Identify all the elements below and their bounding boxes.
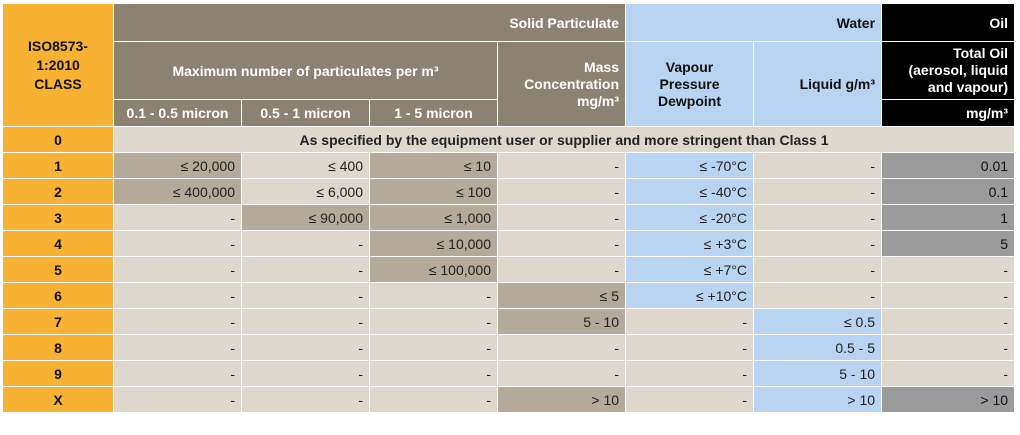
oil-cell: - — [882, 257, 1015, 283]
oil-cell: - — [882, 361, 1015, 387]
vapour-cell: - — [626, 309, 754, 335]
class-cell: 3 — [3, 205, 114, 231]
max-particulates-header: Maximum number of particulates per m³ — [114, 42, 498, 100]
table-row — [3, 309, 1015, 335]
table-row — [3, 127, 1015, 153]
vapour-cell: - — [626, 361, 754, 387]
p1-cell: ≤ 400,000 — [114, 179, 242, 205]
mass-cell: - — [498, 257, 626, 283]
p1-cell: - — [114, 309, 242, 335]
p2-cell: - — [242, 335, 370, 361]
vapour-cell: ≤ +7°C — [626, 257, 754, 283]
oil-cell: - — [882, 335, 1015, 361]
table-row — [3, 231, 1015, 257]
mass-cell: - — [498, 153, 626, 179]
oil-cell: 1 — [882, 205, 1015, 231]
table-row — [3, 361, 1015, 387]
p1-cell: - — [114, 387, 242, 413]
oil-cell: 0.01 — [882, 153, 1015, 179]
table-row — [3, 205, 1015, 231]
oil-cell: - — [882, 309, 1015, 335]
vapour-cell: ≤ -70°C — [626, 153, 754, 179]
class-cell: 5 — [3, 257, 114, 283]
table-row — [3, 179, 1015, 205]
p3-cell: ≤ 10,000 — [370, 231, 498, 257]
mass-cell: - — [498, 205, 626, 231]
p2-cell: - — [242, 283, 370, 309]
liquid-cell: - — [754, 283, 882, 309]
p2-cell: - — [242, 257, 370, 283]
mass-cell: ≤ 5 — [498, 283, 626, 309]
p2-cell: - — [242, 387, 370, 413]
class-cell: 9 — [3, 361, 114, 387]
p3-cell: ≤ 1,000 — [370, 205, 498, 231]
p2-cell: ≤ 400 — [242, 153, 370, 179]
class-cell: 4 — [3, 231, 114, 257]
p3-cell: - — [370, 309, 498, 335]
vapour-cell: - — [626, 387, 754, 413]
p1-cell: - — [114, 257, 242, 283]
size-1-5-header: 1 - 5 micron — [370, 100, 498, 127]
class-cell: 0 — [3, 127, 114, 153]
vapour-cell: ≤ +10°C — [626, 283, 754, 309]
liquid-cell: - — [754, 153, 882, 179]
mass-cell: - — [498, 335, 626, 361]
p1-cell: - — [114, 205, 242, 231]
p3-cell: ≤ 100 — [370, 179, 498, 205]
oil-cell: 0.1 — [882, 179, 1015, 205]
p3-cell: ≤ 10 — [370, 153, 498, 179]
mass-cell: - — [498, 179, 626, 205]
vapour-cell: - — [626, 335, 754, 361]
p2-cell: - — [242, 231, 370, 257]
liquid-cell: - — [754, 231, 882, 257]
mass-cell: - — [498, 231, 626, 257]
class-cell: 1 — [3, 153, 114, 179]
table-row — [3, 387, 1015, 413]
p3-cell: ≤ 100,000 — [370, 257, 498, 283]
vapour-dewpoint-header: Vapour Pressure Dewpoint — [626, 42, 754, 127]
p2-cell: ≤ 6,000 — [242, 179, 370, 205]
p1-cell: - — [114, 283, 242, 309]
class-cell: 6 — [3, 283, 114, 309]
class0-note: As specified by the equipment user or supplier and more stringent than Class 1 — [114, 127, 1015, 153]
table-row — [3, 283, 1015, 309]
mass-cell: - — [498, 361, 626, 387]
table-row — [3, 153, 1015, 179]
class-cell: 2 — [3, 179, 114, 205]
water-header: Water — [626, 4, 882, 42]
class-cell: 8 — [3, 335, 114, 361]
oil-cell: - — [882, 283, 1015, 309]
class-cell: 7 — [3, 309, 114, 335]
p3-cell: - — [370, 361, 498, 387]
liquid-cell: - — [754, 257, 882, 283]
p1-cell: - — [114, 361, 242, 387]
solid-particulate-header: Solid Particulate — [114, 4, 626, 42]
oil-header: Oil — [882, 4, 1015, 42]
p3-cell: - — [370, 387, 498, 413]
p2-cell: - — [242, 309, 370, 335]
oil-unit-header: mg/m³ — [882, 100, 1015, 127]
mass-cell: > 10 — [498, 387, 626, 413]
liquid-cell: 5 - 10 — [754, 361, 882, 387]
mass-concentration-header: Mass Concentration mg/m³ — [498, 42, 626, 127]
p1-cell: - — [114, 335, 242, 361]
oil-cell: > 10 — [882, 387, 1015, 413]
class-column-header: ISO8573- 1:2010 CLASS — [3, 4, 114, 127]
iso8573-class-table — [2, 3, 1015, 413]
vapour-cell: ≤ -20°C — [626, 205, 754, 231]
class-cell: X — [3, 387, 114, 413]
liquid-cell: ≤ 0.5 — [754, 309, 882, 335]
p1-cell: - — [114, 231, 242, 257]
liquid-cell: 0.5 - 5 — [754, 335, 882, 361]
vapour-cell: ≤ +3°C — [626, 231, 754, 257]
size-0.1-0.5-header: 0.1 - 0.5 micron — [114, 100, 242, 127]
p1-cell: ≤ 20,000 — [114, 153, 242, 179]
liquid-cell: - — [754, 179, 882, 205]
p2-cell: ≤ 90,000 — [242, 205, 370, 231]
p3-cell: - — [370, 335, 498, 361]
table-row — [3, 335, 1015, 361]
liquid-cell: > 10 — [754, 387, 882, 413]
liquid-header: Liquid g/m³ — [754, 42, 882, 127]
oil-cell: 5 — [882, 231, 1015, 257]
total-oil-header: Total Oil (aerosol, liquid and vapour) — [882, 42, 1015, 100]
table-row — [3, 257, 1015, 283]
liquid-cell: - — [754, 205, 882, 231]
mass-cell: 5 - 10 — [498, 309, 626, 335]
p3-cell: - — [370, 283, 498, 309]
p2-cell: - — [242, 361, 370, 387]
vapour-cell: ≤ -40°C — [626, 179, 754, 205]
size-0.5-1-header: 0.5 - 1 micron — [242, 100, 370, 127]
